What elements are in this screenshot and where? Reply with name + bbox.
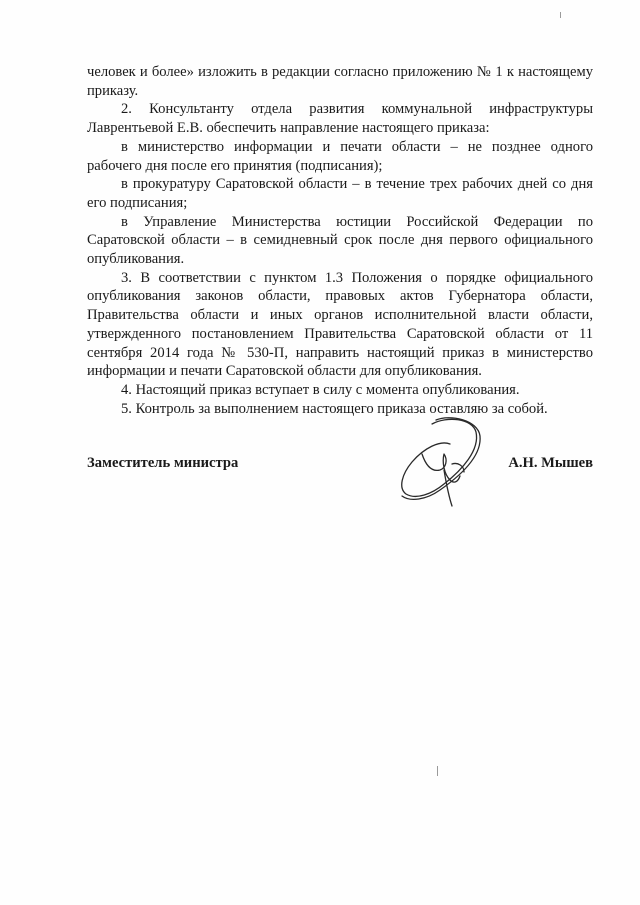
- paragraph-item-2: 2. Консультанту отдела развития коммунальной инфраструктуры Лаврентьевой Е.В. обеспечить направление настоящего приказа:: [87, 101, 593, 137]
- paragraph-prosecutor: в прокуратуру Саратовской области – в течение трех рабочих дней со дня его подписания;: [87, 176, 593, 211]
- scan-speck: [560, 12, 561, 18]
- signature-row: [87, 455, 593, 479]
- signatory-title: Заместитель министра: [87, 455, 239, 471]
- paragraph-continuation: человек и более» изложить в редакции согласно приложению № 1 к настоящему приказу.: [87, 64, 593, 99]
- document-body: [87, 63, 593, 418]
- paragraph-item-4: 4. Настоящий приказ вступает в силу с момента опубликования.: [121, 381, 520, 398]
- paragraph-ministry-info: в министерство информации и печати области – не позднее одного рабочего дня после его принятия (подписания);: [87, 138, 593, 174]
- paragraph-item-3: 3. В соответствии с пунктом 1.3 Положения о порядке официального опубликования законов области, правовых актов Губернатора области, Правительства области и иных органов исполнительной власти области, утвержденного постановлением Правительства Саратовской области от 11 сентября 2014 года № 530-П, направить настоящий приказ в министерство информации и печати Саратовской области для опубликования.: [87, 269, 593, 380]
- paragraph-justice-dept: в Управление Министерства юстиции Российской Федерации по Саратовской области – в семидневный срок после дня первого официального опубликования.: [87, 213, 593, 268]
- paragraph-item-5: 5. Контроль за выполнением настоящего приказа оставляю за собой.: [121, 400, 548, 417]
- scan-speck: [437, 766, 438, 776]
- signatory-name: А.Н. Мышев: [508, 455, 593, 471]
- handwritten-signature: [392, 410, 488, 510]
